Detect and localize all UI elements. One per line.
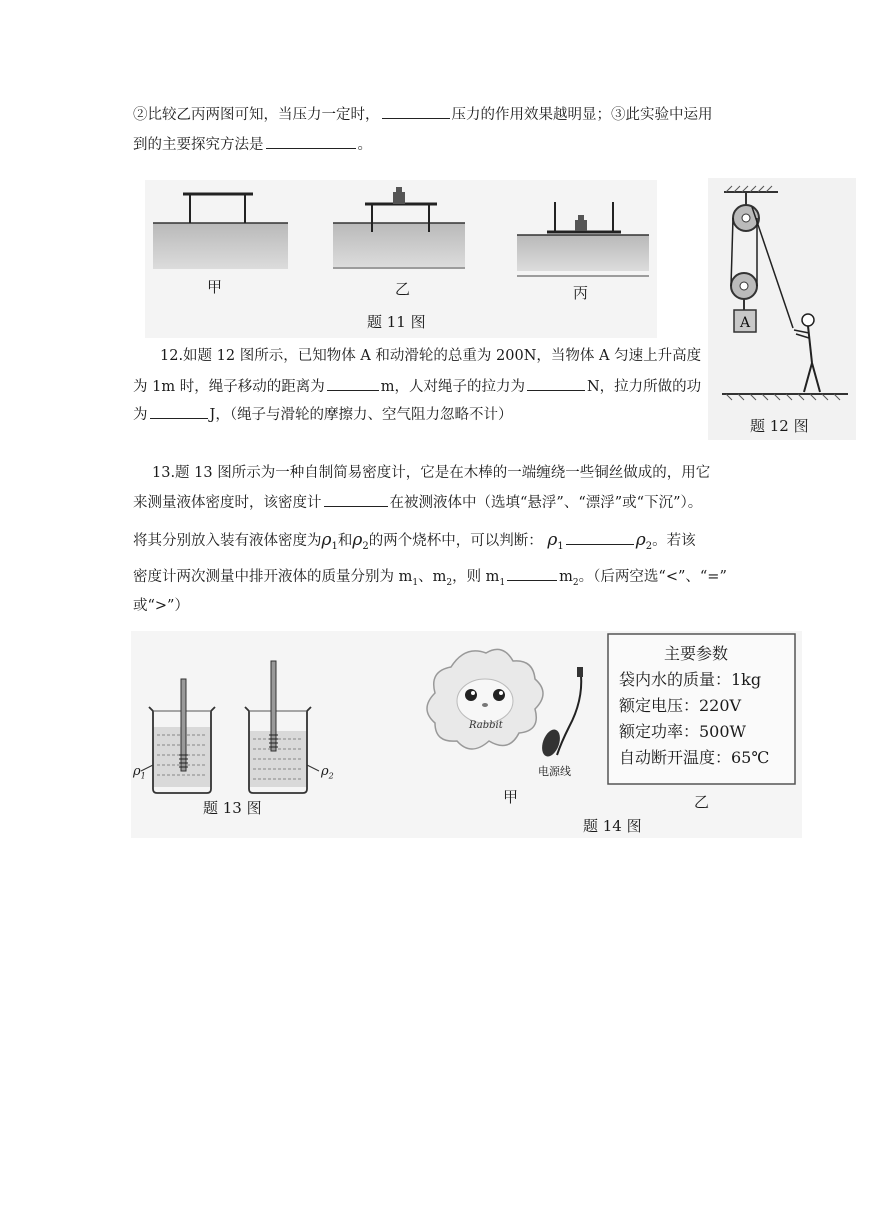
weight <box>575 220 587 231</box>
pull-rope <box>752 207 793 328</box>
text: 为 <box>133 407 148 423</box>
figure-11-caption: 题 11 图 <box>367 313 426 331</box>
subscript: 2 <box>362 540 369 552</box>
figure-12-caption: 题 12 图 <box>750 417 809 435</box>
text: 将其分别放入装有液体密度为 <box>133 533 322 549</box>
text: 和 <box>337 533 353 549</box>
eye <box>465 689 477 701</box>
cord-label: 电源线 <box>538 765 571 778</box>
text: 为 1m 时，绳子移动的距离为 <box>133 379 325 395</box>
weight <box>393 192 405 204</box>
q12-line1: 12.如题 12 图所示，已知物体 A 和动滑轮的总重为 200N，当物体 A 匀速上升高度 <box>160 348 702 364</box>
text: 到的主要探究方法是 <box>133 137 264 153</box>
foam-block <box>333 223 465 267</box>
q13-line3 <box>133 530 696 557</box>
answer-blank[interactable] <box>150 404 208 419</box>
foam-block <box>153 223 288 269</box>
text: 密度计两次测量中排开液体的质量分别为 m <box>133 569 413 585</box>
param-cutoff-temp: 自动断开温度：65℃ <box>619 748 770 767</box>
plug <box>539 727 564 759</box>
figure-14-label-yi: 乙 <box>694 793 710 811</box>
text: 。若该 <box>652 533 696 549</box>
text: ρ <box>321 764 329 779</box>
figure-label-yi: 乙 <box>395 280 411 298</box>
params-list <box>619 667 769 771</box>
subscript: 2 <box>572 577 579 588</box>
eye <box>493 689 505 701</box>
text: 在被测液体中（选填“悬浮”、“漂浮”或“下沉”）。 <box>389 495 703 511</box>
subscript: 2 <box>446 577 453 588</box>
figure-13-caption: 题 13 图 <box>203 799 262 817</box>
figure-13-14-strip <box>131 631 802 838</box>
q-prev-line2 <box>133 134 372 155</box>
q13-line1: 13.题 13 图所示为一种自制简易密度计，它是在木棒的一端缠绕一些铜丝做成的，用它 <box>152 465 711 481</box>
figure-label-jia: 甲 <box>207 278 223 296</box>
subscript: 1 <box>557 540 564 552</box>
answer-blank[interactable] <box>566 530 634 545</box>
subscript: 1 <box>412 577 419 588</box>
subscript: 1 <box>331 540 338 552</box>
text: 、m <box>418 569 447 585</box>
text: J，（绳子与滑轮的摩擦力、空气阻力忽略不计） <box>209 407 513 423</box>
answer-blank[interactable] <box>507 566 557 581</box>
rho-symbol: ρ <box>352 530 363 550</box>
subscript: 1 <box>140 771 146 781</box>
text: 来测量液体密度时，该密度计 <box>133 495 322 511</box>
rho-symbol: ρ <box>547 530 558 550</box>
q13-line4 <box>133 566 727 593</box>
text: m，人对绳子的拉力为 <box>380 379 525 395</box>
rho2-label <box>321 764 334 781</box>
figure-14-label-jia: 甲 <box>503 788 519 806</box>
answer-blank[interactable] <box>324 492 388 507</box>
text: ρ <box>133 764 141 779</box>
text: m <box>559 569 573 585</box>
param-rated-voltage: 额定电压：220V <box>619 696 742 715</box>
answer-blank[interactable] <box>327 376 379 391</box>
densitometer <box>271 661 276 751</box>
text: ②比较乙丙两图可知，当压力一定时， <box>133 107 380 123</box>
densitometer <box>181 679 186 771</box>
param-rated-power: 额定功率：500W <box>619 722 746 741</box>
params-title: 主要参数 <box>664 644 729 663</box>
rho-symbol: ρ <box>635 530 646 550</box>
text: 。 <box>357 137 372 153</box>
person <box>802 314 814 326</box>
power-cord <box>539 667 583 759</box>
pulley-system-drawing <box>708 178 856 440</box>
subscript: 1 <box>499 577 506 588</box>
beaker-1 <box>141 679 215 793</box>
hot-water-bag <box>427 649 543 749</box>
rho-symbol: ρ <box>321 530 332 550</box>
subscript: 2 <box>328 771 334 781</box>
answer-blank[interactable] <box>382 104 450 119</box>
answer-blank[interactable] <box>266 134 356 149</box>
figure-14-caption: 题 14 图 <box>583 817 642 835</box>
text: ，则 m <box>452 569 500 585</box>
answer-blank[interactable] <box>527 376 585 391</box>
text: 的两个烧杯中，可以判断： <box>368 533 543 549</box>
param-water-mass: 袋内水的质量：1kg <box>619 670 762 689</box>
subscript: 2 <box>645 540 653 552</box>
rho1-label <box>133 764 146 781</box>
q13-line2 <box>133 492 702 513</box>
block-a-label: A <box>739 315 751 331</box>
foam-block <box>517 235 649 271</box>
q13-line5: 或“>”） <box>133 598 189 614</box>
figure-label-bing: 丙 <box>573 284 589 302</box>
q-prev-line1 <box>133 104 713 125</box>
beaker-2 <box>245 661 319 793</box>
text: 压力的作用效果越明显；③此实验中运用 <box>451 107 713 123</box>
q12-line3 <box>133 404 513 425</box>
bag-brand-text: Rabbit <box>469 720 503 731</box>
figure-11 <box>145 180 657 338</box>
text: N，拉力所做的功 <box>586 379 702 395</box>
q12-line2 <box>133 376 701 397</box>
text: 。（后两空选“<”、“=” <box>578 569 727 585</box>
figure-12 <box>708 178 856 440</box>
